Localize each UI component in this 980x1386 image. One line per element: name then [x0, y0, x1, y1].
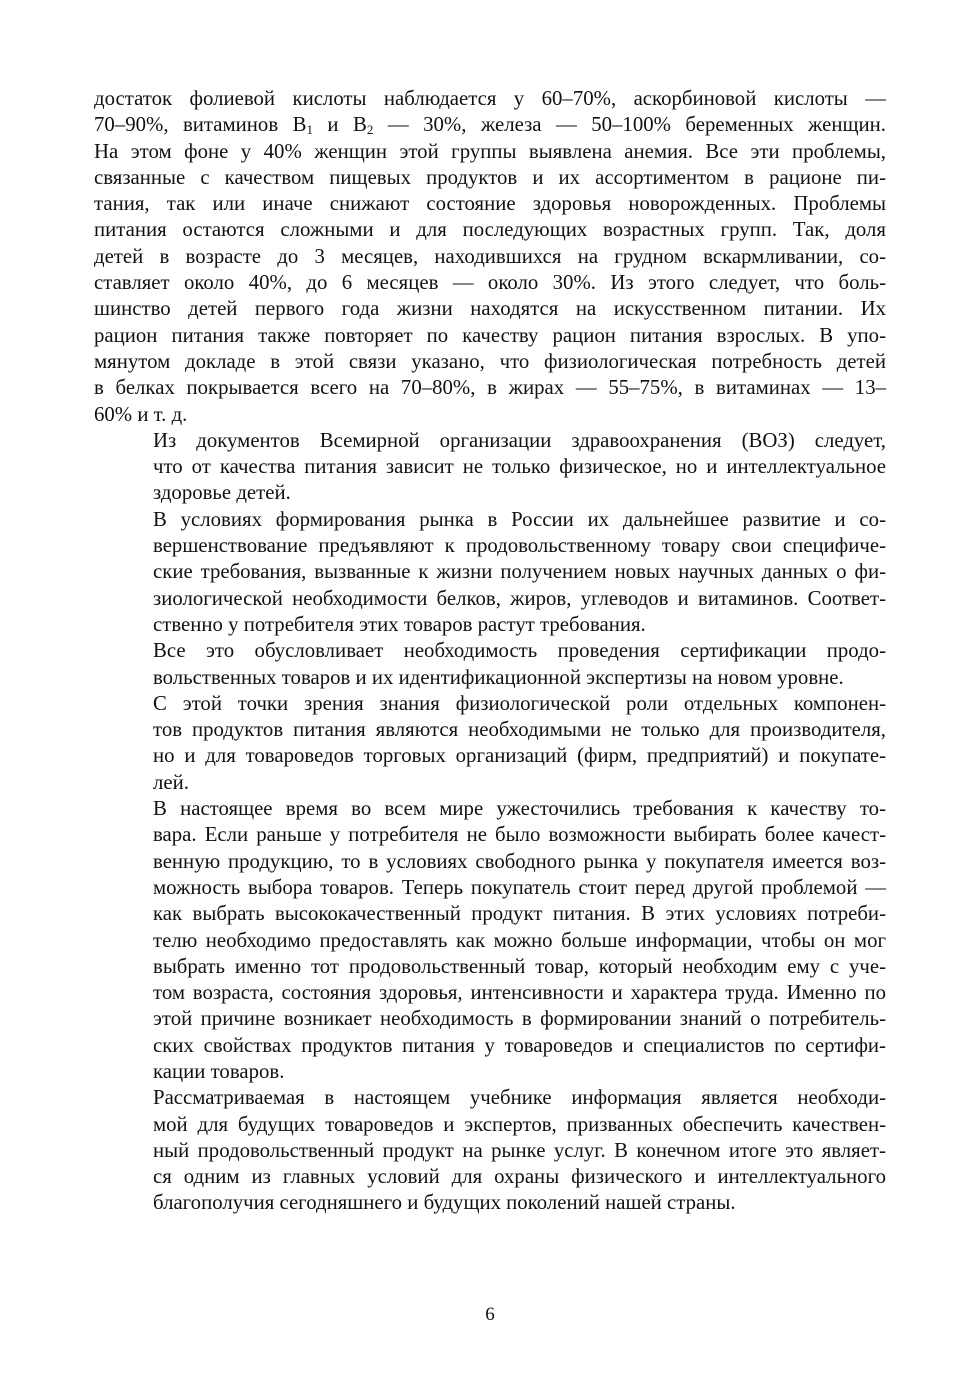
- page-number: 6: [485, 1304, 495, 1325]
- paragraph-2: Из документов Всемирной организации здравоохранения (ВОЗ) следует, что от качества питания зависит не только физическое, но и интеллектуальное здоровье детей.: [153, 428, 886, 505]
- paragraph-6: В настоящее время во всем мире ужесточились требования к качеству то- вара. Если раньше у потребителя не было возможности выбирать более качест- венную продукцию, то в условиях свободного рынка у покупателя имеется воз- можность выбора товаров. Теперь покупатель стоит перед другой проблемой — как выбрать высококачественный продукт питания. В этих условиях потреби- телю необходимо предоставлять как можно больше информации, чтобы он мог выбрать именно тот продовольственный товар, который необходим ему с уче- том возраста, состояния здоровья, интенсивности и характера труда. Именно по этой причине возникает необходимость в формировании знаний о потребитель- ских свойствах продуктов питания у товароведов и специалистов по сертифи- кации товаров.: [153, 797, 886, 1083]
- paragraph-7: Рассматриваемая в настоящем учебнике информация является необходи- мой для будущих товароведов и экспертов, призванных обеспечить качествен- ный продовольственный продукт на рынке услуг. В конечном итоге это являет- ся одним из главных условий для охраны физического и интеллектуального благополучия сегодняшнего и будущих поколений нашей страны.: [153, 1086, 886, 1215]
- paragraph-4: Все это обусловливает необходимость проведения сертификации продо- вольственных товаров и их идентификационной экспертизы на новом уровне.: [153, 639, 886, 689]
- paragraph-1: достаток фолиевой кислоты наблюдается у 60–70%, аскорбиновой кислоты — 70–90%, витаминов $В_1$ и $В_2$ — 30%, железа — 50–100% беременных женщин. На этом фоне у 40% женщин этой группы выявлена анемия. Все эти проблемы, связанные с качеством пищевых продуктов и их ассортиментом в рационе пи- тания, так или иначе снижают состояние здоровья новорожденных. Проблемы питания остаются сложными и для последующих возрастных групп. Так, доля детей в возрасте до 3 месяцев, находившихся на грудном вскармливании, со- ставляет около 40%, до 6 месяцев — около 30%. Из этого следует, что боль- шинство детей первого года жизни находятся на искусственном питании. Их рацион питания также повторяет по качеству рацион питания взрослых. В упо- мянутом докладе в этой связи указано, что физиологическая потребность детей в белках покрывается всего на 70–80%, в жирах — 55–75%, в витаминах — 13– 60% и т. д.: [94, 87, 886, 426]
- paragraph-3: В условиях формирования рынка в России их дальнейшее развитие и со- вершенствование предъявляют к продовольственному товару свои специфиче- ские требования, вызванные к жизни получением новых научных данных о фи- зиологической необходимости белков, жиров, углеводов и витаминов. Соответ- ственно у потребителя этих товаров растут требования.: [153, 507, 886, 636]
- paragraph-5: С этой точки зрения знания физиологической роли отдельных компонен- тов продуктов питания являются необходимыми не только для производителя, но и для товароведов торговых организаций (фирм, предприятий) и покупате- лей.: [153, 691, 886, 794]
- body-text: [94, 86, 886, 1217]
